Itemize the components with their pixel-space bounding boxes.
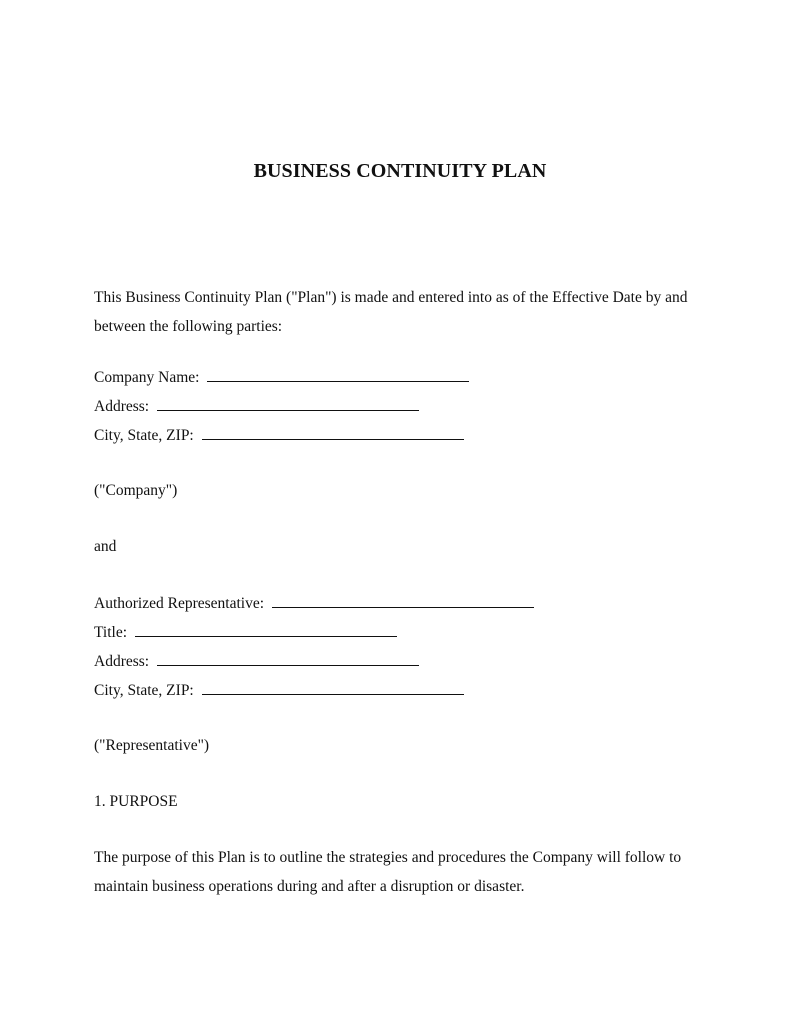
company-designation: ("Company") [94,482,178,499]
company-address-label: Address: [94,398,150,415]
company-city-blank[interactable] [202,425,464,440]
representative-title-blank[interactable] [135,622,397,637]
company-address-blank[interactable] [157,396,419,411]
representative-city-field [94,680,464,700]
purpose-heading: 1. PURPOSE [94,793,178,810]
representative-address-field [94,651,419,671]
representative-title-field [94,622,397,642]
company-name-blank[interactable] [207,367,469,382]
document-title: BUSINESS CONTINUITY PLAN [253,160,547,182]
representative-title-label: Title: [94,624,128,641]
and-text: and [94,538,117,555]
representative-address-blank[interactable] [157,651,419,666]
purpose-paragraph: The purpose of this Plan is to outline the strategies and procedures the Company will follow to maintain business operations during and after a disruption or disaster. [94,849,682,895]
company-city-label: City, State, ZIP: [94,427,194,444]
company-name-label: Company Name: [94,369,200,386]
representative-address-label: Address: [94,653,150,670]
representative-city-blank[interactable] [202,680,464,695]
company-address-field [94,396,419,416]
intro-paragraph: This Business Continuity Plan ("Plan") is made and entered into as of the Effective Date by and between the following parties: [94,289,688,335]
company-name-field [94,367,469,387]
representative-name-label: Authorized Representative: [94,595,265,612]
representative-name-field [94,593,534,613]
representative-city-label: City, State, ZIP: [94,682,194,699]
representative-designation: ("Representative") [94,737,210,754]
representative-name-blank[interactable] [272,593,534,608]
company-city-field [94,425,464,445]
